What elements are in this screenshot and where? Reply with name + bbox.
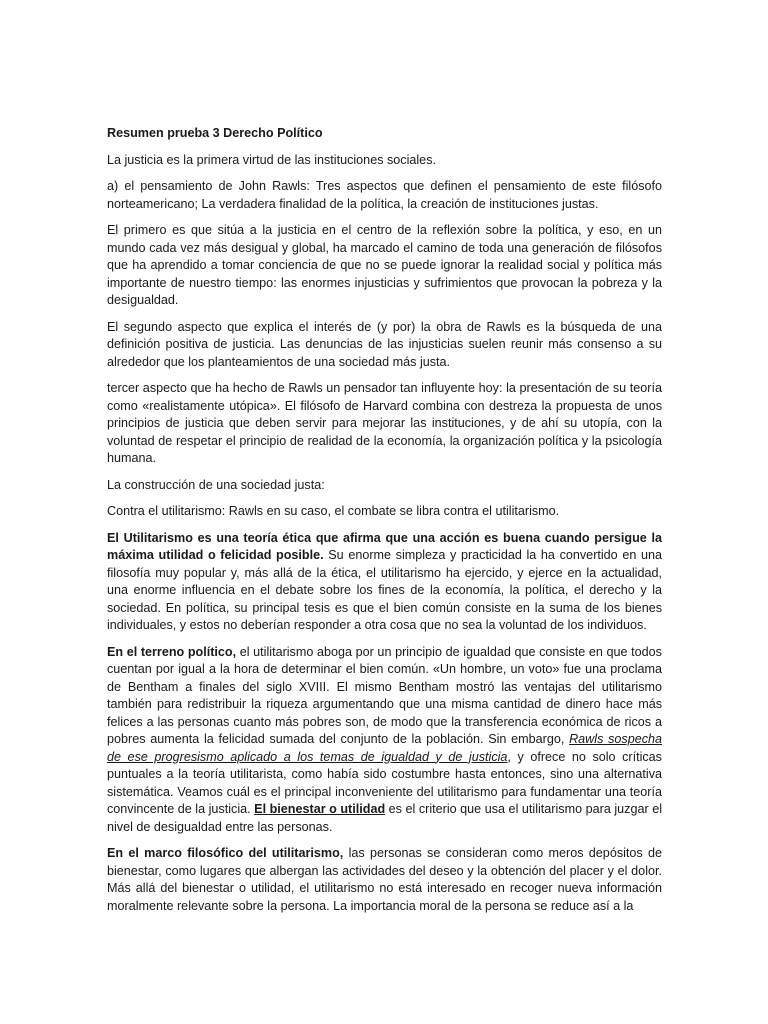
paragraph-8-text: Su enorme simpleza y practicidad la ha convertido en una filosofía muy popular y, más allá de la ética, el utilitarismo ha ejercido, y ejerce en la actualidad, una enorme influencia en el debate sobre los fines de la economía, la política, el derecho y la sociedad. En política, su principal tesis es que el bien común consiste en la suma de los bienes individuales, y estos no deberían responder a otra cosa que no sea la voluntad de los individuos. <box>107 548 662 632</box>
paragraph-9-text-c: es el criterio que usa el utilitarismo para juzgar el nivel de desigualdad entre las personas. <box>107 802 662 834</box>
paragraph-2: a) el pensamiento de John Rawls: Tres aspectos que definen el pensamiento de este filósofo norteamericano; La verdadera finalidad de la política, la creación de instituciones justas. <box>107 179 662 211</box>
rawls-suspicion-emphasis: Rawls sospecha de ese progresismo aplicado a los temas de igualdad y de justicia <box>107 732 663 764</box>
paragraph-5: tercer aspecto que ha hecho de Rawls un pensador tan influyente hoy: la presentación de su teoría como «realistamente utópica». El filósofo de Harvard combina con destreza la propuesta de unos principios de justicia que deben servir para mejorar las instituciones, y de ahí su utopía, con la voluntad de respetar el principio de realidad de la economía, la organización política y la psicología humana. <box>107 381 662 465</box>
document-title: Resumen prueba 3 Derecho Político <box>107 126 323 140</box>
paragraph-10 <box>107 845 662 915</box>
paragraph-9-text-b: , y ofrece no solo críticas puntuales a la teoría utilitarista, como había sido costumbre hasta entonces, sino una alternativa sistemática. Veamos cuál es el principal inconveniente del utilitarismo para fundamentar una teoría convincente de la justicia. <box>107 749 662 816</box>
wellbeing-utility-emphasis: El bienestar o utilidad <box>254 802 386 816</box>
paragraph-7: Contra el utilitarismo: Rawls en su caso, el combate se libra contra el utilitarismo. <box>107 504 560 518</box>
utilitarianism-definition: El Utilitarismo es una teoría ética que afirma que una acción es buena cuando persigue la máxima utilidad o felicidad posible. <box>107 530 662 562</box>
paragraph-9-text-a: el utilitarismo aboga por un principio de igualdad que consiste en que todos cuentan por igual a la hora de determinar el bien común. «Un hombre, un voto» fue una proclama de Bentham a finales del siglo XVIII. El mismo Bentham mostró las ventajas del utilitarismo también para redistribuir la riqueza argumentando que una misma cantidad de dinero hace más felices a las personas cuanto más pobres son, de modo que la transferencia económica de ricos a pobres aumenta la felicidad sumada del conjunto de la población. Sin embargo, <box>107 644 662 746</box>
paragraph-6: La construcción de una sociedad justa: <box>107 477 325 492</box>
paragraph-9 <box>107 644 662 837</box>
paragraph-1: La justicia es la primera virtud de las instituciones sociales. <box>107 152 436 167</box>
paragraph-3: El primero es que sitúa a la justicia en el centro de la reflexión sobre la política, y eso, en un mundo cada vez más desigual y global, ha marcado el camino de toda una generación de filósofos que ha aprendido a tomar conciencia de que no se puede ignorar la realidad social y política más importante de nuestro tiempo: las enormes injusticias y sufrimientos que provocan la pobreza y la desigualdad. <box>107 223 662 307</box>
philosophical-framework-heading: En el marco filosófico del utilitarismo, <box>107 846 344 860</box>
paragraph-10-text: las personas se consideran como meros depósitos de bienestar, como lugares que albergan las actividades del deseo y la obtención del placer y el dolor. Más allá del bienestar o utilidad, el utilitarismo no está interesado en recoger nueva información moralmente relevante sobre la persona. La importancia moral de la persona se reduce así a la <box>107 846 662 913</box>
paragraph-4: El segundo aspecto que explica el interés de (y por) la obra de Rawls es la búsqueda de una definición positiva de justicia. Las denuncias de las injusticias suelen reunir más consenso a su alrededor que los planteamientos de una sociedad más justa. <box>107 319 662 369</box>
political-terrain-heading: En el terreno político, <box>107 644 237 659</box>
paragraph-8 <box>107 530 662 635</box>
